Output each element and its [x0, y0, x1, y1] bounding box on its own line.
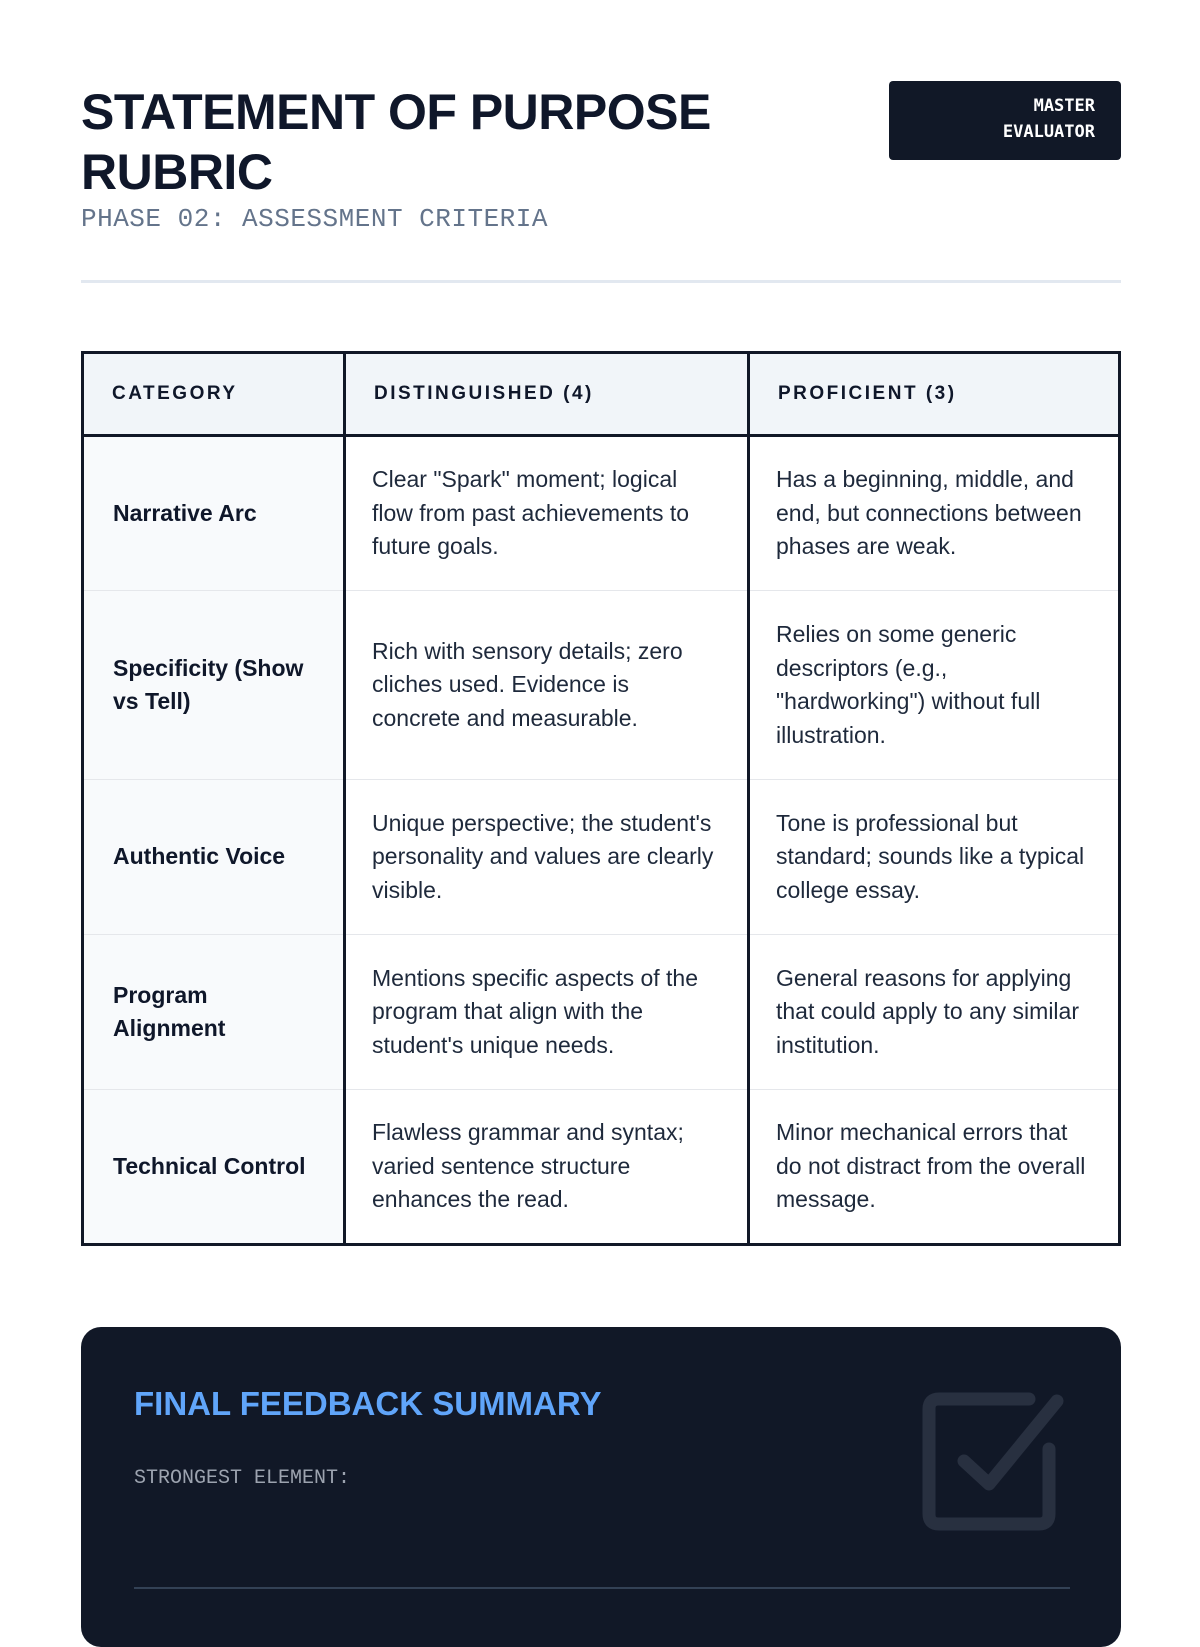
table-row	[83, 591, 1120, 780]
distinguished-cell: Flawless grammar and syntax; varied sentence structure enhances the read.	[345, 1090, 749, 1245]
category-cell: Technical Control	[83, 1090, 345, 1245]
table-row	[83, 1090, 1120, 1245]
distinguished-cell: Unique perspective; the student's personality and values are clearly visible.	[345, 780, 749, 935]
summary-title: FINAL FEEDBACK SUMMARY	[134, 1385, 602, 1422]
column-header-distinguished: DISTINGUISHED (4)	[345, 353, 749, 436]
rubric-table	[81, 351, 1121, 1246]
page-subtitle: PHASE 02: ASSESSMENT CRITERIA	[81, 204, 548, 234]
strongest-element-input-line[interactable]	[134, 1587, 1070, 1589]
table-row	[83, 935, 1120, 1090]
category-cell: Program Alignment	[83, 935, 345, 1090]
table-row	[83, 780, 1120, 935]
proficient-cell: Minor mechanical errors that do not distract from the overall message.	[749, 1090, 1120, 1245]
badge-line-2: EVALUATOR	[1002, 122, 1095, 142]
page-title: STATEMENT OF PURPOSE RUBRIC	[81, 84, 711, 200]
category-cell: Narrative Arc	[83, 436, 345, 591]
checkbox-icon	[919, 1389, 1069, 1539]
category-cell: Authentic Voice	[83, 780, 345, 935]
role-badge	[889, 81, 1121, 160]
proficient-cell: General reasons for applying that could apply to any similar institution.	[749, 935, 1120, 1090]
distinguished-cell: Rich with sensory details; zero cliches used. Evidence is concrete and measurable.	[345, 591, 749, 780]
strongest-element-label: STRONGEST ELEMENT:	[134, 1467, 351, 1490]
header-divider	[81, 280, 1121, 283]
distinguished-cell: Clear "Spark" moment; logical flow from past achievements to future goals.	[345, 436, 749, 591]
column-header-category: CATEGORY	[83, 353, 345, 436]
column-header-proficient: PROFICIENT (3)	[749, 353, 1120, 436]
proficient-cell: Relies on some generic descriptors (e.g., "hardworking") without full illustration.	[749, 591, 1120, 780]
proficient-cell: Tone is professional but standard; sounds like a typical college essay.	[749, 780, 1120, 935]
category-cell: Specificity (Show vs Tell)	[83, 591, 345, 780]
table-header-row	[83, 353, 1120, 436]
feedback-summary-panel	[81, 1327, 1121, 1647]
distinguished-cell: Mentions specific aspects of the program that align with the student's unique needs.	[345, 935, 749, 1090]
table-row	[83, 436, 1120, 591]
badge-line-1: MASTER	[1033, 96, 1095, 116]
proficient-cell: Has a beginning, middle, and end, but connections between phases are weak.	[749, 436, 1120, 591]
